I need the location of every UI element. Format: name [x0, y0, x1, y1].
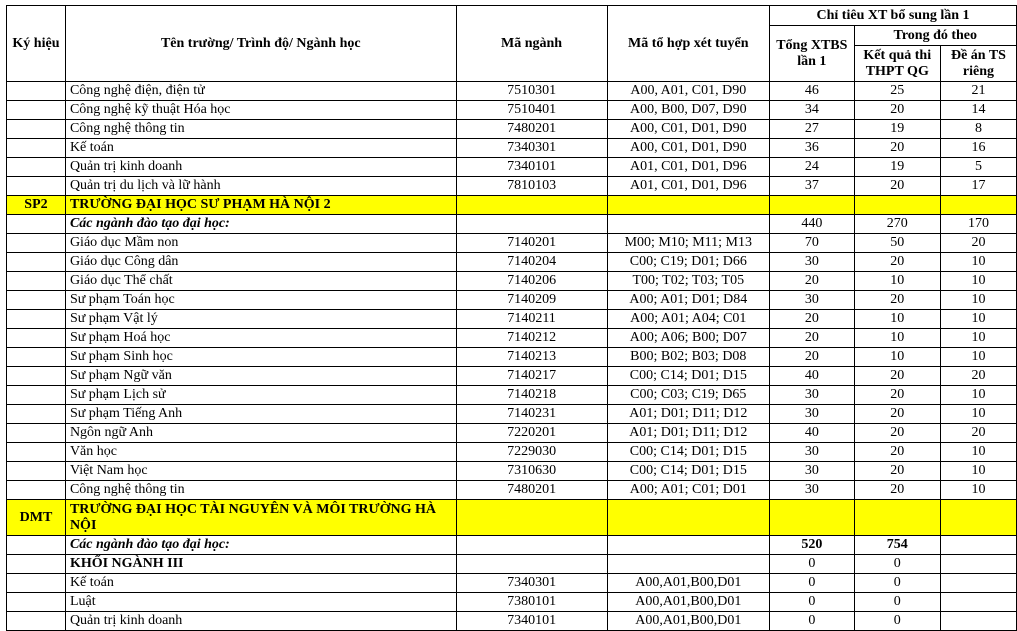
table-row [7, 462, 1017, 481]
combo-code: C00; C03; C19; D65 [607, 386, 770, 405]
quota-rieng: 10 [940, 329, 1016, 348]
table-row [7, 139, 1017, 158]
major-name: Kế toán [65, 574, 456, 593]
block-total: 0 [770, 555, 855, 574]
quota-total: 20 [770, 272, 855, 291]
major-code: 7140217 [456, 367, 607, 386]
quota-rieng: 5 [940, 158, 1016, 177]
quota-total: 36 [770, 139, 855, 158]
major-name: Luật [65, 593, 456, 612]
col-header-ky-hieu: Ký hiệu [7, 6, 66, 82]
quota-total: 20 [770, 348, 855, 367]
table-row [7, 612, 1017, 631]
school-row-dmt [7, 500, 1017, 536]
combo-code: C00; C19; D01; D66 [607, 253, 770, 272]
quota-thpt: 20 [854, 462, 940, 481]
quota-rieng: 14 [940, 101, 1016, 120]
major-code: 7310630 [456, 462, 607, 481]
combo-code: A01; D01; D11; D12 [607, 405, 770, 424]
table-row [7, 272, 1017, 291]
school-code: DMT [7, 500, 66, 536]
major-code: 7340101 [456, 158, 607, 177]
subtitle-label: Các ngành đào tạo đại học: [65, 536, 456, 555]
combo-code: A01, C01, D01, D96 [607, 177, 770, 196]
quota-total: 30 [770, 462, 855, 481]
subtotal-rieng: 170 [940, 215, 1016, 234]
combo-code: A00,A01,B00,D01 [607, 612, 770, 631]
quota-rieng: 16 [940, 139, 1016, 158]
quota-rieng: 21 [940, 82, 1016, 101]
subtotal-thpt: 270 [854, 215, 940, 234]
major-name: Quản trị kinh doanh [65, 158, 456, 177]
subtotal-thpt: 754 [854, 536, 940, 555]
quota-rieng: 10 [940, 481, 1016, 500]
major-code: 7140211 [456, 310, 607, 329]
quota-total: 0 [770, 574, 855, 593]
table-row [7, 443, 1017, 462]
col-header-ma-nganh: Mã ngành [456, 6, 607, 82]
quota-thpt: 20 [854, 443, 940, 462]
combo-code: A00,A01,B00,D01 [607, 574, 770, 593]
combo-code: A00; A01; A04; C01 [607, 310, 770, 329]
major-name: Ngôn ngữ Anh [65, 424, 456, 443]
quota-rieng: 20 [940, 424, 1016, 443]
table-row [7, 291, 1017, 310]
quota-rieng: 10 [940, 386, 1016, 405]
quota-rieng: 17 [940, 177, 1016, 196]
table-row [7, 481, 1017, 500]
quota-rieng: 20 [940, 367, 1016, 386]
quota-total: 30 [770, 253, 855, 272]
quota-rieng: 8 [940, 120, 1016, 139]
quota-rieng: 10 [940, 348, 1016, 367]
major-name: Công nghệ thông tin [65, 481, 456, 500]
major-code: 7229030 [456, 443, 607, 462]
quota-thpt: 20 [854, 386, 940, 405]
subtitle-label: Các ngành đào tạo đại học: [65, 215, 456, 234]
major-name: Sư phạm Toán học [65, 291, 456, 310]
quota-total: 46 [770, 82, 855, 101]
subtitle-row [7, 215, 1017, 234]
major-code: 7340301 [456, 139, 607, 158]
quota-thpt: 20 [854, 177, 940, 196]
table-row [7, 253, 1017, 272]
subtitle-row [7, 536, 1017, 555]
quota-thpt: 19 [854, 158, 940, 177]
major-name: Công nghệ thông tin [65, 120, 456, 139]
major-name: Giáo dục Công dân [65, 253, 456, 272]
quota-total: 30 [770, 291, 855, 310]
col-header-tong: Tổng XTBS lần 1 [770, 26, 855, 82]
major-name: Sư phạm Hoá học [65, 329, 456, 348]
major-code: 7140218 [456, 386, 607, 405]
block-row [7, 555, 1017, 574]
table-row [7, 101, 1017, 120]
col-header-trong-do: Trong đó theo [854, 26, 1016, 46]
major-code: 7140206 [456, 272, 607, 291]
quota-rieng: 10 [940, 291, 1016, 310]
combo-code: C00; C14; D01; D15 [607, 367, 770, 386]
combo-code: A00; A01; C01; D01 [607, 481, 770, 500]
quota-thpt: 0 [854, 593, 940, 612]
table-row [7, 574, 1017, 593]
table-row [7, 177, 1017, 196]
quota-thpt: 20 [854, 405, 940, 424]
quota-thpt: 10 [854, 272, 940, 291]
quota-thpt: 20 [854, 101, 940, 120]
combo-code: T00; T02; T03; T05 [607, 272, 770, 291]
combo-code: B00; B02; B03; D08 [607, 348, 770, 367]
col-header-ma-to-hop: Mã tổ hợp xét tuyển [607, 6, 770, 82]
block-thpt: 0 [854, 555, 940, 574]
table-row [7, 120, 1017, 139]
quota-rieng: 10 [940, 253, 1016, 272]
major-name: Quản trị kinh doanh [65, 612, 456, 631]
combo-code: A01; D01; D11; D12 [607, 424, 770, 443]
quota-thpt: 20 [854, 367, 940, 386]
major-code: 7480201 [456, 481, 607, 500]
major-name: Giáo dục Mầm non [65, 234, 456, 253]
table-row [7, 424, 1017, 443]
quota-thpt: 19 [854, 120, 940, 139]
quota-thpt: 20 [854, 291, 940, 310]
table-row [7, 593, 1017, 612]
table-row [7, 405, 1017, 424]
admissions-table [6, 5, 1017, 631]
major-name: Sư phạm Lịch sử [65, 386, 456, 405]
col-header-ten-truong: Tên trường/ Trình độ/ Ngành học [65, 6, 456, 82]
quota-thpt: 50 [854, 234, 940, 253]
major-name: Sư phạm Vật lý [65, 310, 456, 329]
major-code: 7140209 [456, 291, 607, 310]
combo-code: A00; A06; B00; D07 [607, 329, 770, 348]
quota-total: 20 [770, 329, 855, 348]
major-name: Sư phạm Sinh học [65, 348, 456, 367]
quota-total: 24 [770, 158, 855, 177]
quota-total: 40 [770, 367, 855, 386]
major-name: Giáo dục Thể chất [65, 272, 456, 291]
major-code: 7140213 [456, 348, 607, 367]
major-code: 7340301 [456, 574, 607, 593]
table-row [7, 310, 1017, 329]
quota-thpt: 20 [854, 253, 940, 272]
combo-code: A00, C01, D01, D90 [607, 120, 770, 139]
major-name: Quản trị du lịch và lữ hành [65, 177, 456, 196]
combo-code: A00, C01, D01, D90 [607, 139, 770, 158]
quota-thpt: 20 [854, 424, 940, 443]
major-name: Văn học [65, 443, 456, 462]
school-code: SP2 [7, 196, 66, 215]
quota-thpt: 0 [854, 574, 940, 593]
quota-total: 27 [770, 120, 855, 139]
quota-total: 30 [770, 386, 855, 405]
quota-total: 34 [770, 101, 855, 120]
col-header-thpt: Kết quả thi THPT QG [854, 46, 940, 82]
school-row-sp2 [7, 196, 1017, 215]
combo-code: A00, A01, C01, D90 [607, 82, 770, 101]
major-code: 7510301 [456, 82, 607, 101]
combo-code: A00; A01; D01; D84 [607, 291, 770, 310]
major-code: 7510401 [456, 101, 607, 120]
quota-total: 30 [770, 481, 855, 500]
major-code: 7140201 [456, 234, 607, 253]
quota-rieng: 10 [940, 310, 1016, 329]
table-row [7, 348, 1017, 367]
school-name: TRƯỜNG ĐẠI HỌC TÀI NGUYÊN VÀ MÔI TRƯỜNG HÀ NỘI [65, 500, 456, 536]
quota-total: 0 [770, 593, 855, 612]
major-code: 7480201 [456, 120, 607, 139]
school-name: TRƯỜNG ĐẠI HỌC SƯ PHẠM HÀ NỘI 2 [65, 196, 456, 215]
combo-code: A00,A01,B00,D01 [607, 593, 770, 612]
quota-total: 20 [770, 310, 855, 329]
col-header-chi-tieu: Chỉ tiêu XT bổ sung lần 1 [770, 6, 1017, 26]
combo-code: C00; C14; D01; D15 [607, 443, 770, 462]
quota-total: 30 [770, 443, 855, 462]
subtotal-total: 520 [770, 536, 855, 555]
quota-rieng: 10 [940, 462, 1016, 481]
major-code: 7140212 [456, 329, 607, 348]
quota-thpt: 10 [854, 310, 940, 329]
combo-code: M00; M10; M11; M13 [607, 234, 770, 253]
quota-rieng: 10 [940, 443, 1016, 462]
quota-rieng: 10 [940, 405, 1016, 424]
combo-code: C00; C14; D01; D15 [607, 462, 770, 481]
major-code: 7220201 [456, 424, 607, 443]
table-row [7, 386, 1017, 405]
table-row [7, 158, 1017, 177]
quota-thpt: 20 [854, 139, 940, 158]
quota-total: 30 [770, 405, 855, 424]
major-name: Công nghệ điện, điện tử [65, 82, 456, 101]
quota-thpt: 10 [854, 348, 940, 367]
quota-thpt: 20 [854, 481, 940, 500]
block-label: KHỐI NGÀNH III [65, 555, 456, 574]
subtotal-total: 440 [770, 215, 855, 234]
major-code: 7810103 [456, 177, 607, 196]
quota-total: 70 [770, 234, 855, 253]
quota-thpt: 10 [854, 329, 940, 348]
major-code: 7340101 [456, 612, 607, 631]
major-name: Sư phạm Tiếng Anh [65, 405, 456, 424]
quota-rieng: 20 [940, 234, 1016, 253]
combo-code: A01, C01, D01, D96 [607, 158, 770, 177]
table-row [7, 82, 1017, 101]
quota-rieng: 10 [940, 272, 1016, 291]
quota-total: 0 [770, 612, 855, 631]
table-row [7, 234, 1017, 253]
major-name: Sư phạm Ngữ văn [65, 367, 456, 386]
major-name: Kế toán [65, 139, 456, 158]
quota-total: 37 [770, 177, 855, 196]
major-name: Công nghệ kỹ thuật Hóa học [65, 101, 456, 120]
quota-thpt: 0 [854, 612, 940, 631]
table-row [7, 367, 1017, 386]
table-row [7, 329, 1017, 348]
major-code: 7380101 [456, 593, 607, 612]
major-code: 7140204 [456, 253, 607, 272]
quota-total: 40 [770, 424, 855, 443]
combo-code: A00, B00, D07, D90 [607, 101, 770, 120]
col-header-de-an: Đề án TS riêng [940, 46, 1016, 82]
major-code: 7140231 [456, 405, 607, 424]
quota-thpt: 25 [854, 82, 940, 101]
major-name: Việt Nam học [65, 462, 456, 481]
